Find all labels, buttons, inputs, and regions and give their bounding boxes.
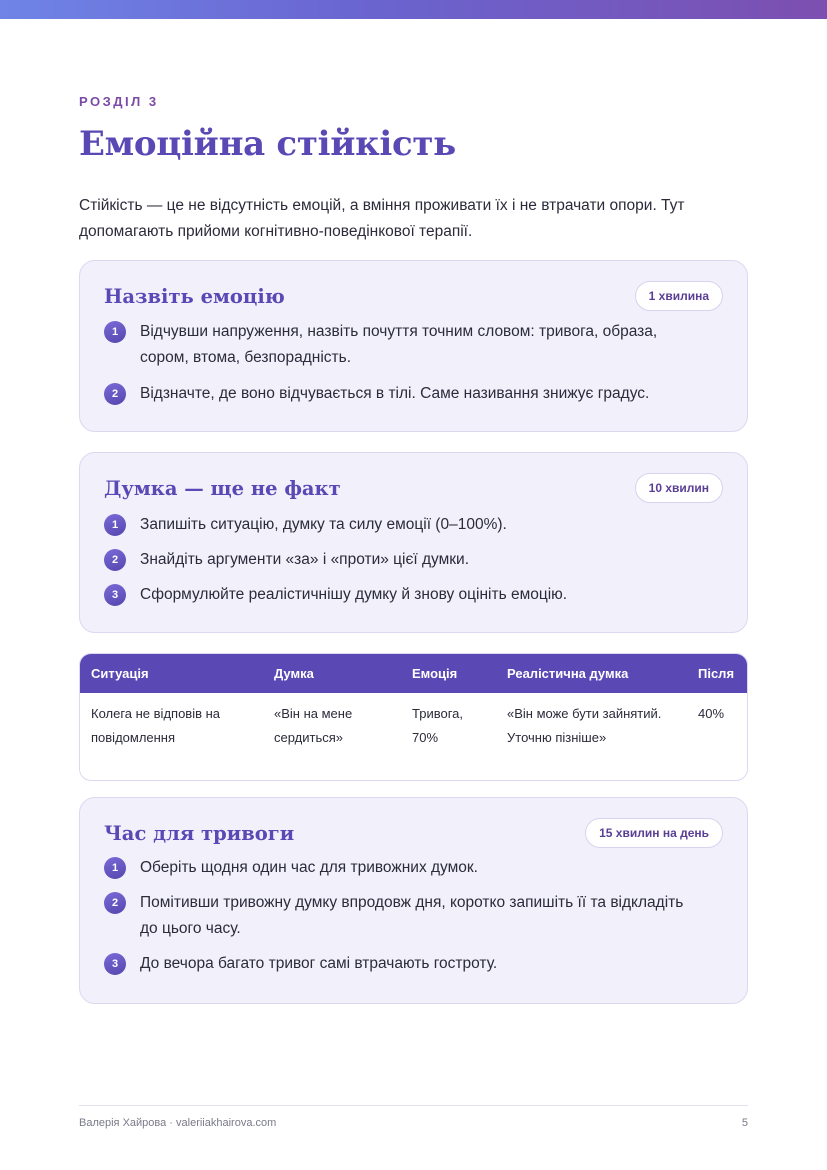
step-item xyxy=(104,381,704,407)
duration-badge: 15 хвилин на день xyxy=(585,818,723,848)
page-title: Емоційна стійкість xyxy=(79,124,456,164)
step-text: Сформулюйте реалістичнішу думку й знову оцініть емоцію. xyxy=(140,586,568,603)
card-title: Час для тривоги xyxy=(104,822,295,845)
table-cell: «Він може бути зайнятий. Уточню пізніше» xyxy=(507,706,662,745)
card-thought-not-fact xyxy=(79,452,748,633)
card-worry-time xyxy=(79,797,748,1004)
step-text: Оберіть щодня один час для тривожних думок. xyxy=(140,859,478,876)
section-label: РОЗДІЛ 3 xyxy=(79,94,159,109)
step-item xyxy=(104,512,704,538)
step-text: Помітивши тривожну думку впродовж дня, коротко запишіть її та відкладіть до цього часу. xyxy=(140,894,684,937)
step-item xyxy=(104,319,704,371)
page-number: 5 xyxy=(741,1117,748,1129)
card-title: Назвіть емоцію xyxy=(104,285,285,308)
card-name-emotion xyxy=(79,260,748,432)
step-item xyxy=(104,547,704,573)
step-item xyxy=(104,890,704,942)
duration-badge: 10 хвилин xyxy=(635,473,723,503)
footer-divider xyxy=(79,1105,748,1106)
step-item xyxy=(104,855,704,881)
step-text: Знайдіть аргументи «за» і «проти» цієї думки. xyxy=(140,551,470,568)
table-cell: Колега не відповів на повідомлення xyxy=(91,706,221,745)
thought-record-table xyxy=(79,653,748,781)
column-header: Ситуація xyxy=(91,666,149,681)
step-list xyxy=(104,512,704,618)
step-number: 2 xyxy=(104,383,126,405)
column-header: Після xyxy=(698,666,735,681)
table-header-row xyxy=(80,654,748,693)
step-number: 1 xyxy=(104,321,126,343)
footer-author: Валерія Хайрова · valeriiakhairova.com xyxy=(79,1117,277,1129)
step-item xyxy=(104,582,704,608)
table-cell: «Він на мене сердиться» xyxy=(274,706,353,745)
table-cell: Тривога, 70% xyxy=(412,706,463,745)
step-text: До вечора багато тривог самі втрачають гостроту. xyxy=(140,955,498,972)
step-list xyxy=(104,855,704,987)
step-text: Відчувши напруження, назвіть почуття точним словом: тривога, образа, сором, втома, безпорадність. xyxy=(140,323,658,366)
duration-badge: 1 хвилина xyxy=(635,281,723,311)
step-number: 3 xyxy=(104,584,126,606)
step-number: 2 xyxy=(104,549,126,571)
lead-paragraph: Стійкість — це не відсутність емоцій, а вміння проживати їх і не втрачати опори. Тут допомагають прийоми когнітивно-поведінкової терапії. xyxy=(79,197,685,240)
top-gradient-bar xyxy=(0,0,827,19)
card-title: Думка — ще не факт xyxy=(104,477,341,500)
step-text: Запишіть ситуацію, думку та силу емоції (0–100%). xyxy=(140,516,507,533)
step-number: 2 xyxy=(104,892,126,914)
step-number: 1 xyxy=(104,514,126,536)
step-text: Відзначте, де воно відчувається в тілі. Саме називання знижує градус. xyxy=(140,385,650,402)
step-number: 1 xyxy=(104,857,126,879)
column-header: Реалістична думка xyxy=(507,666,629,681)
step-number: 3 xyxy=(104,953,126,975)
step-list xyxy=(104,319,704,417)
table-cell: 40% xyxy=(698,706,725,721)
column-header: Думка xyxy=(274,666,314,681)
column-header: Емоція xyxy=(412,666,458,681)
step-item xyxy=(104,951,704,977)
